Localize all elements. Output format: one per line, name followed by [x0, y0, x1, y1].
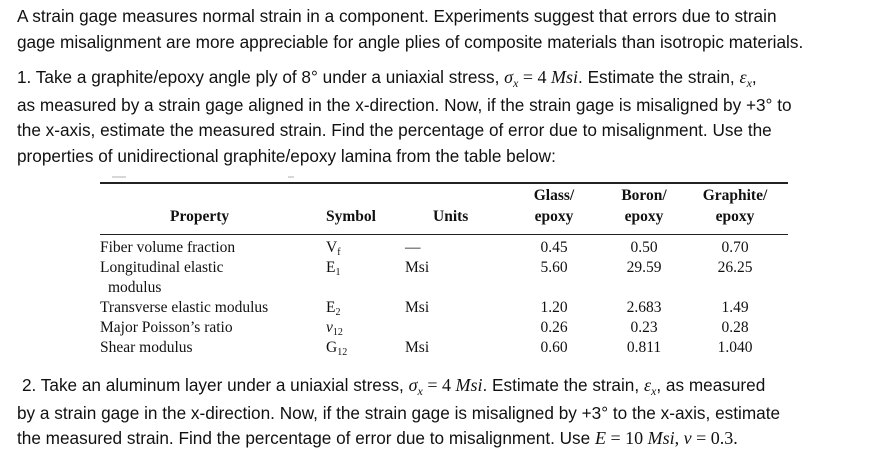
cell-property: Shear modulus [100, 339, 193, 356]
cell-graphite: 1.49 [721, 299, 749, 316]
cell-boron: 0.811 [626, 339, 662, 356]
table-header-rule [100, 234, 788, 235]
cell-glass: 0.26 [540, 319, 568, 336]
header-property: Property [170, 208, 230, 225]
cell-symbol: ν12 [326, 319, 343, 338]
problem-1 [17, 65, 792, 169]
cell-glass: 0.60 [540, 339, 568, 356]
problem-2-line-3: the measured strain. Find the percentage of error due to misalignment. Use E = 10 Msi, v = 0.3. [17, 428, 738, 449]
problem-2-line-1: 2. Take an aluminum layer under a uniaxial stress, $\sigma_x = 4$ Msi. Estimate the strain, $\varepsilon_x$, as measured [22, 375, 766, 398]
cell-property: Major Poisson’s ratio [100, 319, 233, 336]
cell-property: Transverse elastic modulus [100, 299, 269, 316]
epsilon-symbol: ε [643, 375, 652, 395]
cell-units: Msi [405, 339, 430, 356]
cell-property-cont: modulus [108, 279, 162, 296]
header-symbol: Symbol [326, 208, 376, 225]
cell-symbol: Vf [326, 239, 341, 258]
scan-artifact [112, 176, 126, 178]
intro-paragraph [17, 4, 803, 55]
cell-graphite: 0.70 [721, 239, 749, 256]
header-boron: Boron/ epoxy [621, 187, 667, 225]
problem-1-line-4: properties of unidirectional graphite/epoxy lamina from the table below: [17, 145, 556, 166]
problem-2 [17, 373, 780, 452]
cell-boron: 29.59 [626, 259, 662, 276]
problem-2-line-2: by a strain gage in the x-direction. Now, if the strain gage is misaligned by +3° to the x-axis, estimate [17, 402, 781, 423]
cell-boron: 0.50 [630, 239, 658, 256]
cell-boron: 2.683 [626, 299, 662, 316]
sigma-symbol: σ [504, 67, 514, 87]
cell-graphite: 26.25 [717, 259, 753, 276]
cell-symbol: E2 [326, 299, 341, 318]
cell-units: Msi [405, 299, 430, 316]
cell-units: — [405, 239, 421, 256]
cell-property: Fiber volume fraction [100, 239, 236, 256]
table-top-rule [100, 182, 788, 184]
cell-glass: 5.60 [540, 259, 568, 276]
cell-symbol: E1 [326, 259, 341, 278]
intro-line-2: gage misalignment are more appreciable for angle plies of composite materials than isotropic materials. [17, 31, 804, 52]
problem-1-line-1: 1. Take a graphite/epoxy angle ply of 8° under a uniaxial stress, $\sigma_x = 4$ Msi. Estimate the strain, $\varepsilon_x$, [17, 67, 757, 90]
intro-line-1: A strain gage measures normal strain in a component. Experiments suggest that errors due to strain [17, 6, 777, 26]
cell-symbol: G12 [326, 339, 348, 358]
cell-glass: 1.20 [540, 299, 568, 316]
cell-glass: 0.45 [540, 239, 568, 256]
epsilon-symbol: ε [739, 67, 747, 87]
cell-property: Longitudinal elastic [100, 259, 224, 276]
cell-graphite: 1.040 [717, 339, 753, 356]
cell-units: Msi [405, 259, 430, 276]
scan-artifact [288, 176, 294, 178]
problem-1-line-2: as measured by a strain gage aligned in the x-direction. Now, if the strain gage is misaligned by +3° to [17, 94, 792, 115]
problem-1-line-3: the x-axis, estimate the measured strain. Find the percentage of error due to misalignment. Use the [17, 120, 772, 141]
properties-table [100, 182, 788, 362]
header-glass: Glass/ epoxy [533, 187, 575, 225]
header-graphite: Graphite/ epoxy [702, 187, 768, 225]
sigma-symbol: σ [408, 375, 418, 395]
cell-boron: 0.23 [630, 319, 658, 336]
header-units: Units [433, 208, 469, 225]
cell-graphite: 0.28 [721, 319, 749, 336]
